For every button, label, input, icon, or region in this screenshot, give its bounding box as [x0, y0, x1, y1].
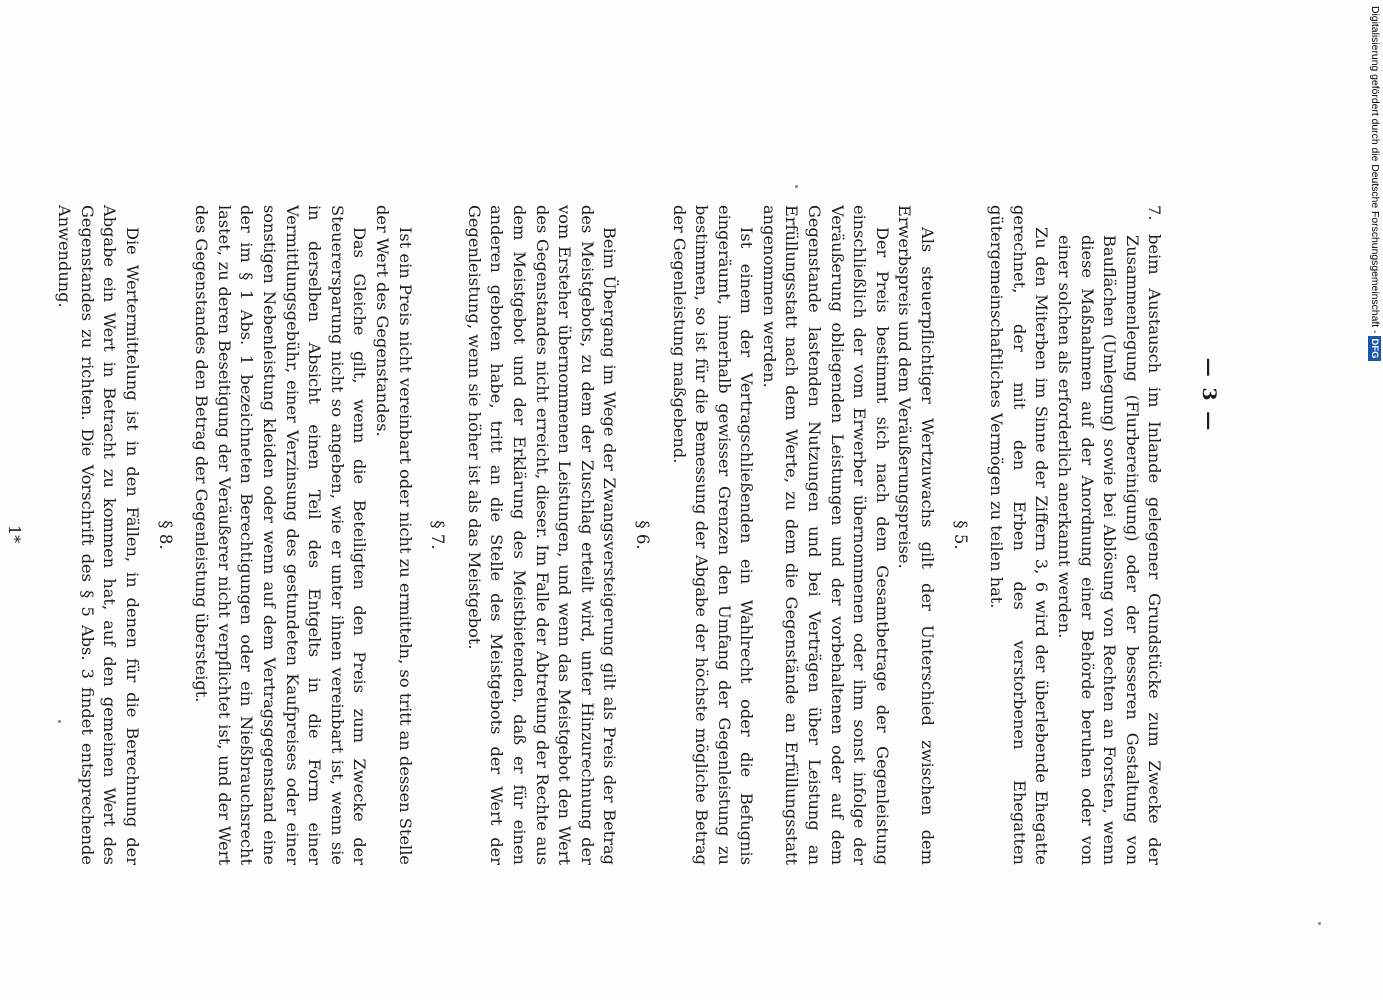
- dfg-logo: DFG: [1369, 338, 1380, 359]
- page-number: — 3 —: [1198, 357, 1220, 433]
- miterben-paragraph: Zu den Miterben im Sinne der Ziffern 3, 6 wird der überlebende Ehegatte gerechnet, der mit den Erben des verstorbenen Ehegatten gütergemeinschaftliches Vermögen zu teilen hat.: [987, 205, 1052, 865]
- scan-speck: [795, 185, 798, 188]
- rotated-page-content: [4, 205, 1220, 865]
- section-8-paragraph-1: Die Wertermittelung ist in den Fällen, in denen für die Berechnung der Abgabe ein Wert in Betracht zu kommen hat, auf den gemeinen Wert des Gegenstandes zu richten. Die Vorschrift des § 5 Abs. 3 findet entsprechende Anwendung.: [55, 205, 143, 865]
- section-5-paragraph-2: Der Preis bestimmt sich nach dem Gesamtbetrage der Gegenleistung einschließlich der vom Erwerber übernommenen oder ihm sonst infolge der Veräußerung obliegenden Leistungen und der vorbehaltenen oder auf dem Gegenstande lastenden Nutzungen und bei Verträgen über Leistung an Erfüllungsstatt nach dem Werte, zu dem die Gegenstände an Erfüllungsstatt angenommen werden.: [759, 205, 892, 865]
- section-5-heading: § 5.: [950, 520, 970, 550]
- section-7-heading: § 7.: [428, 520, 448, 550]
- scan-speck: [1318, 922, 1321, 925]
- section-8-heading: § 8.: [155, 520, 175, 550]
- item-7-paragraph: 7. beim Austausch im Inlande gelegener Grundstücke zum Zwecke der Zusammenlegung (Flurbereinigung) oder der besseren Gestaltung von Bauflächen (Umlegung) sowie bei Ablösung von Rechten an Forsten, wenn diese Maßnahmen auf der Anordnung einer Behörde beruhen oder von einer solchen als erforderlich anerkannt werden.: [1055, 205, 1165, 865]
- digitization-credit: Digitalisierung gefördert durch die Deutsche Forschungsgemeinschaft -: [1369, 6, 1380, 334]
- section-7-paragraph-1: Ist ein Preis nicht vereinbart oder nicht zu ermitteln, so tritt an dessen Stelle der Wert des Gegenstandes.: [373, 205, 415, 865]
- signature-mark: 1*: [4, 525, 24, 544]
- digitization-note: [1366, 6, 1382, 426]
- section-5-paragraph-3: Ist einem der Vertragschließenden ein Wahlrecht oder die Befugnis eingeräumt, innerhalb gewisser Grenzen den Umfang der Gegenleistung zu bestimmen, so ist für die Bemessung der Abgabe der höchste mögliche Betrag der Gegenleistung maßgebend.: [669, 205, 757, 865]
- digitization-note-text: [1366, 6, 1382, 426]
- section-6-paragraph-1: Beim Übergang im Wege der Zwangsversteigerung gilt als Preis der Betrag des Meistgebots, zu dem der Zuschlag erteilt wird, unter Hinzurechnung der vom Ersteher übernommenen Leistungen, und wenn das Meistgebot den Wert des Gegenstandes nicht erreicht, dieser. Im Falle der Abtretung der Rechte aus dem Meistgebot und der Erklärung des Meistbietenden, daß er für einen anderen geboten habe, tritt an die Stelle des Meistgebots der Wert der Gegenleistung, wenn sie höher ist als das Meistgebot.: [464, 205, 620, 865]
- section-7-paragraph-2: Das Gleiche gilt, wenn die Beteiligten den Preis zum Zwecke der Steuerersparung nicht so angeben, wie er unter ihnen vereinbart ist, wenn sie in derselben Absicht einen Teil des Entgelts in die Form einer Vermittlungsgebühr, einer Verzinsung des gestundeten Kaufpreises oder einer sonstigen Nebenleistung kleiden oder wenn auf dem Vertragsgegenstand eine der im § 1 Abs. 1 bezeichneten Berechtigungen oder ein Nießbrauchsrecht lastet, zu deren Beseitigung der Veräußerer nicht verpflichtet ist, und der Wert des Gegenstandes den Betrag der Gegenleistung übersteigt.: [192, 205, 370, 865]
- section-5-paragraph-1: Als steuerpflichtiger Wertzuwachs gilt der Unterschied zwischen dem Erwerbspreis und dem Veräußerungspreise.: [895, 205, 938, 865]
- section-6-heading: § 6.: [632, 520, 652, 550]
